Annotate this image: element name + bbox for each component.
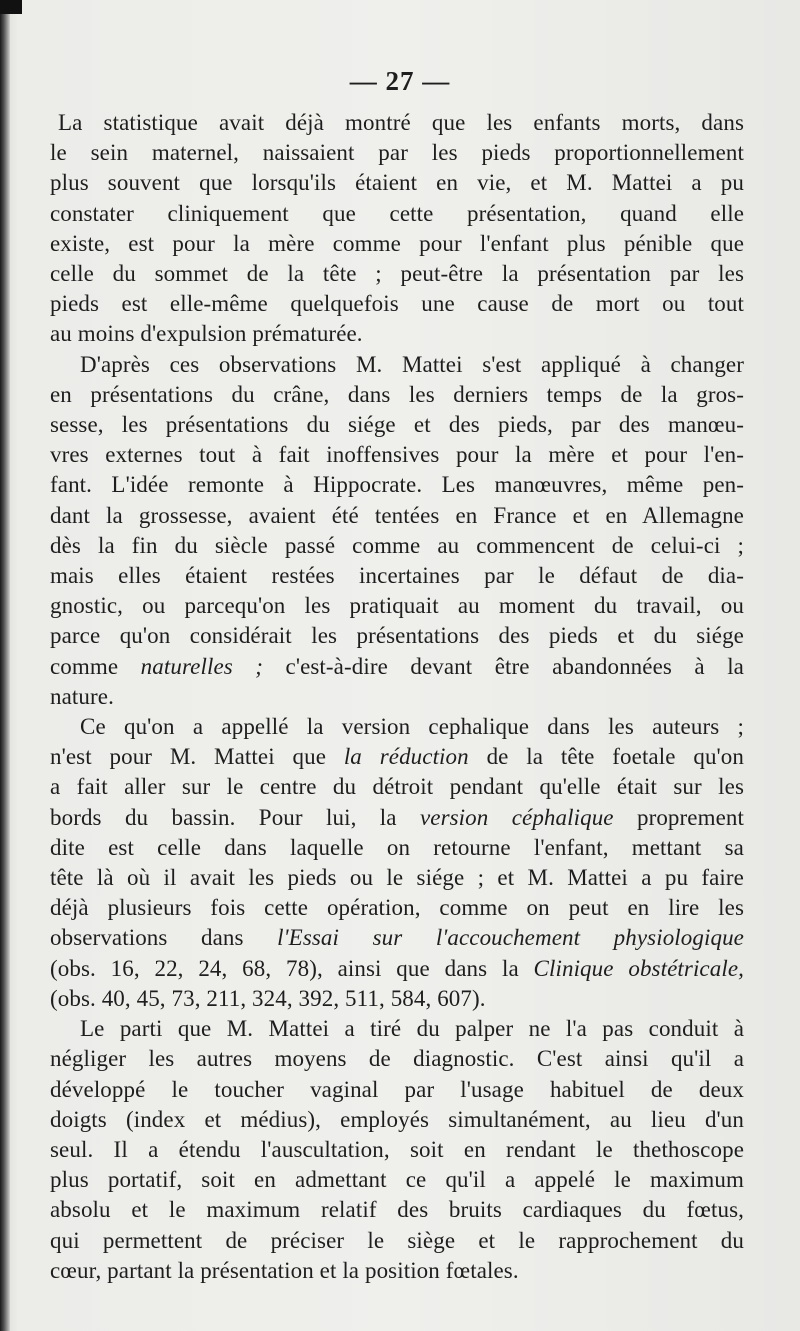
text-line xyxy=(50,712,744,742)
text-segment: qui permettent de préciser le siège et le rapprochement du xyxy=(50,1227,744,1253)
text-segment: a fait aller sur le centre du détroit pendant qu'elle était sur les xyxy=(50,774,744,800)
text-segment: en présentations du crâne, dans les derniers temps de la gros- xyxy=(50,381,744,407)
text-segment: D'après ces observations M. Mattei s'est appliqué à changer xyxy=(80,351,744,377)
text-line xyxy=(50,621,744,651)
text-line xyxy=(50,923,744,953)
text-segment: n'est pour M. Mattei que xyxy=(50,744,344,770)
text-segment: dite est celle dans laquelle on retourne l'enfant, mettant sa xyxy=(50,834,744,860)
text-segment: dant la grossesse, avaient été tentées en France et en Allemagne xyxy=(50,502,744,528)
text-line xyxy=(50,591,744,621)
text-segment: négliger les autres moyens de diagnostic. C'est ainsi qu'il a xyxy=(50,1046,744,1072)
text-segment: nature. xyxy=(50,683,114,709)
text-segment: au moins d'expulsion prématurée. xyxy=(50,321,363,347)
text-line xyxy=(50,168,744,198)
text-segment: proprement xyxy=(613,804,744,830)
text-segment: pieds est elle-même quelquefois une cause de mort ou tout xyxy=(50,291,744,317)
text-segment: déjà plusieurs fois cette opération, comme on peut en lire les xyxy=(50,895,744,921)
text-line xyxy=(50,440,744,470)
scan-corner-mark xyxy=(0,0,22,14)
text-segment: Ce qu'on a appellé la version cephalique dans les auteurs ; xyxy=(80,714,744,740)
text-segment: de la tête foetale qu'on xyxy=(468,744,744,770)
text-segment: observations dans xyxy=(50,925,278,951)
text-line xyxy=(50,652,744,682)
text-line xyxy=(50,1195,744,1225)
text-line xyxy=(50,984,744,1014)
text-line xyxy=(50,863,744,893)
text-line xyxy=(50,259,744,289)
text-line xyxy=(50,1105,744,1135)
text-line xyxy=(50,954,744,984)
text-line xyxy=(50,1014,744,1044)
text-segment: cœur, partant la présentation et la position fœtales. xyxy=(50,1257,519,1283)
text-line xyxy=(50,410,744,440)
text-segment: existe, est pour la mère comme pour l'enfant plus pénible que xyxy=(50,230,744,256)
text-line xyxy=(50,380,744,410)
text-line xyxy=(50,319,744,349)
text-segment: (obs. 40, 45, 73, 211, 324, 392, 511, 584, 607). xyxy=(50,985,486,1011)
text-segment: fant. L'idée remonte à Hippocrate. Les manœuvres, même pen- xyxy=(50,472,744,498)
text-line xyxy=(50,350,744,380)
text-segment: La statistique avait déjà montré que les enfants morts, dans xyxy=(58,110,744,135)
text-line xyxy=(50,108,744,138)
page-number: — 27 — xyxy=(349,66,451,96)
italic-text: la réduction xyxy=(343,744,469,770)
italic-text: naturelles ; xyxy=(140,653,264,679)
text-segment: bords du bassin. Pour lui, la xyxy=(50,804,420,830)
text-segment: vres externes tout à fait inoffensives pour la mère et pour l'en- xyxy=(50,442,744,468)
text-segment: sesse, les présentations du siége et des pieds, par des manœu- xyxy=(50,412,744,438)
italic-text: Clinique obstétricale, xyxy=(533,955,744,981)
text-line xyxy=(50,470,744,500)
text-line xyxy=(50,803,744,833)
text-line xyxy=(50,1226,744,1256)
body-text xyxy=(50,108,744,1286)
text-line xyxy=(50,772,744,802)
text-line xyxy=(50,199,744,229)
text-line xyxy=(50,742,744,772)
text-segment: Le parti que M. Mattei a tiré du palper ne l'a pas conduit à xyxy=(80,1016,744,1042)
text-line xyxy=(50,229,744,259)
italic-text: l'Essai sur l'accouchement physiologique xyxy=(277,925,744,951)
text-segment: plus souvent que lorsqu'ils étaient en vie, et M. Mattei a pu xyxy=(50,170,744,196)
text-line xyxy=(50,501,744,531)
text-segment: gnostic, ou parcequ'on les pratiquait au moment du travail, ou xyxy=(50,593,744,619)
text-segment: dès la fin du siècle passé comme au commencent de celui-ci ; xyxy=(50,532,744,558)
italic-text: version céphalique xyxy=(419,804,614,830)
text-line xyxy=(50,289,744,319)
text-line xyxy=(50,138,744,168)
text-segment: développé le toucher vaginal par l'usage habituel de deux xyxy=(50,1076,744,1102)
text-segment: parce qu'on considérait les présentations des pieds et du siége xyxy=(50,623,744,649)
text-line xyxy=(50,1044,744,1074)
text-line xyxy=(50,561,744,591)
text-line xyxy=(50,682,744,712)
text-line xyxy=(50,1075,744,1105)
text-segment: absolu et le maximum relatif des bruits cardiaques du fœtus, xyxy=(50,1197,744,1223)
text-segment: comme xyxy=(50,653,141,679)
text-segment: constater cliniquement que cette présentation, quand elle xyxy=(50,200,744,226)
page-binding-edge xyxy=(0,0,10,1331)
text-segment: celle du sommet de la tête ; peut-être la présentation par les xyxy=(50,261,744,287)
text-segment: le sein maternel, naissaient par les pieds proportionnellement xyxy=(50,140,744,166)
text-line xyxy=(50,1135,744,1165)
text-segment: tête là où il avait les pieds ou le siége ; et M. Mattei a pu faire xyxy=(50,865,744,891)
text-segment: plus portatif, soit en admettant ce qu'il a appelé le maximum xyxy=(50,1167,744,1193)
text-line xyxy=(50,893,744,923)
text-segment: doigts (index et médius), employés simultanément, au lieu d'un xyxy=(50,1106,744,1132)
text-segment: c'est-à-dire devant être abandonnées à la xyxy=(263,653,744,679)
text-segment: seul. Il a étendu l'auscultation, soit en rendant le thethoscope xyxy=(50,1136,744,1162)
text-line xyxy=(50,1256,744,1286)
text-line xyxy=(50,1165,744,1195)
text-segment: mais elles étaient restées incertaines par le défaut de dia- xyxy=(50,563,744,589)
text-segment: (obs. 16, 22, 24, 68, 78), ainsi que dans la xyxy=(50,955,534,981)
text-line xyxy=(50,833,744,863)
text-line xyxy=(50,531,744,561)
